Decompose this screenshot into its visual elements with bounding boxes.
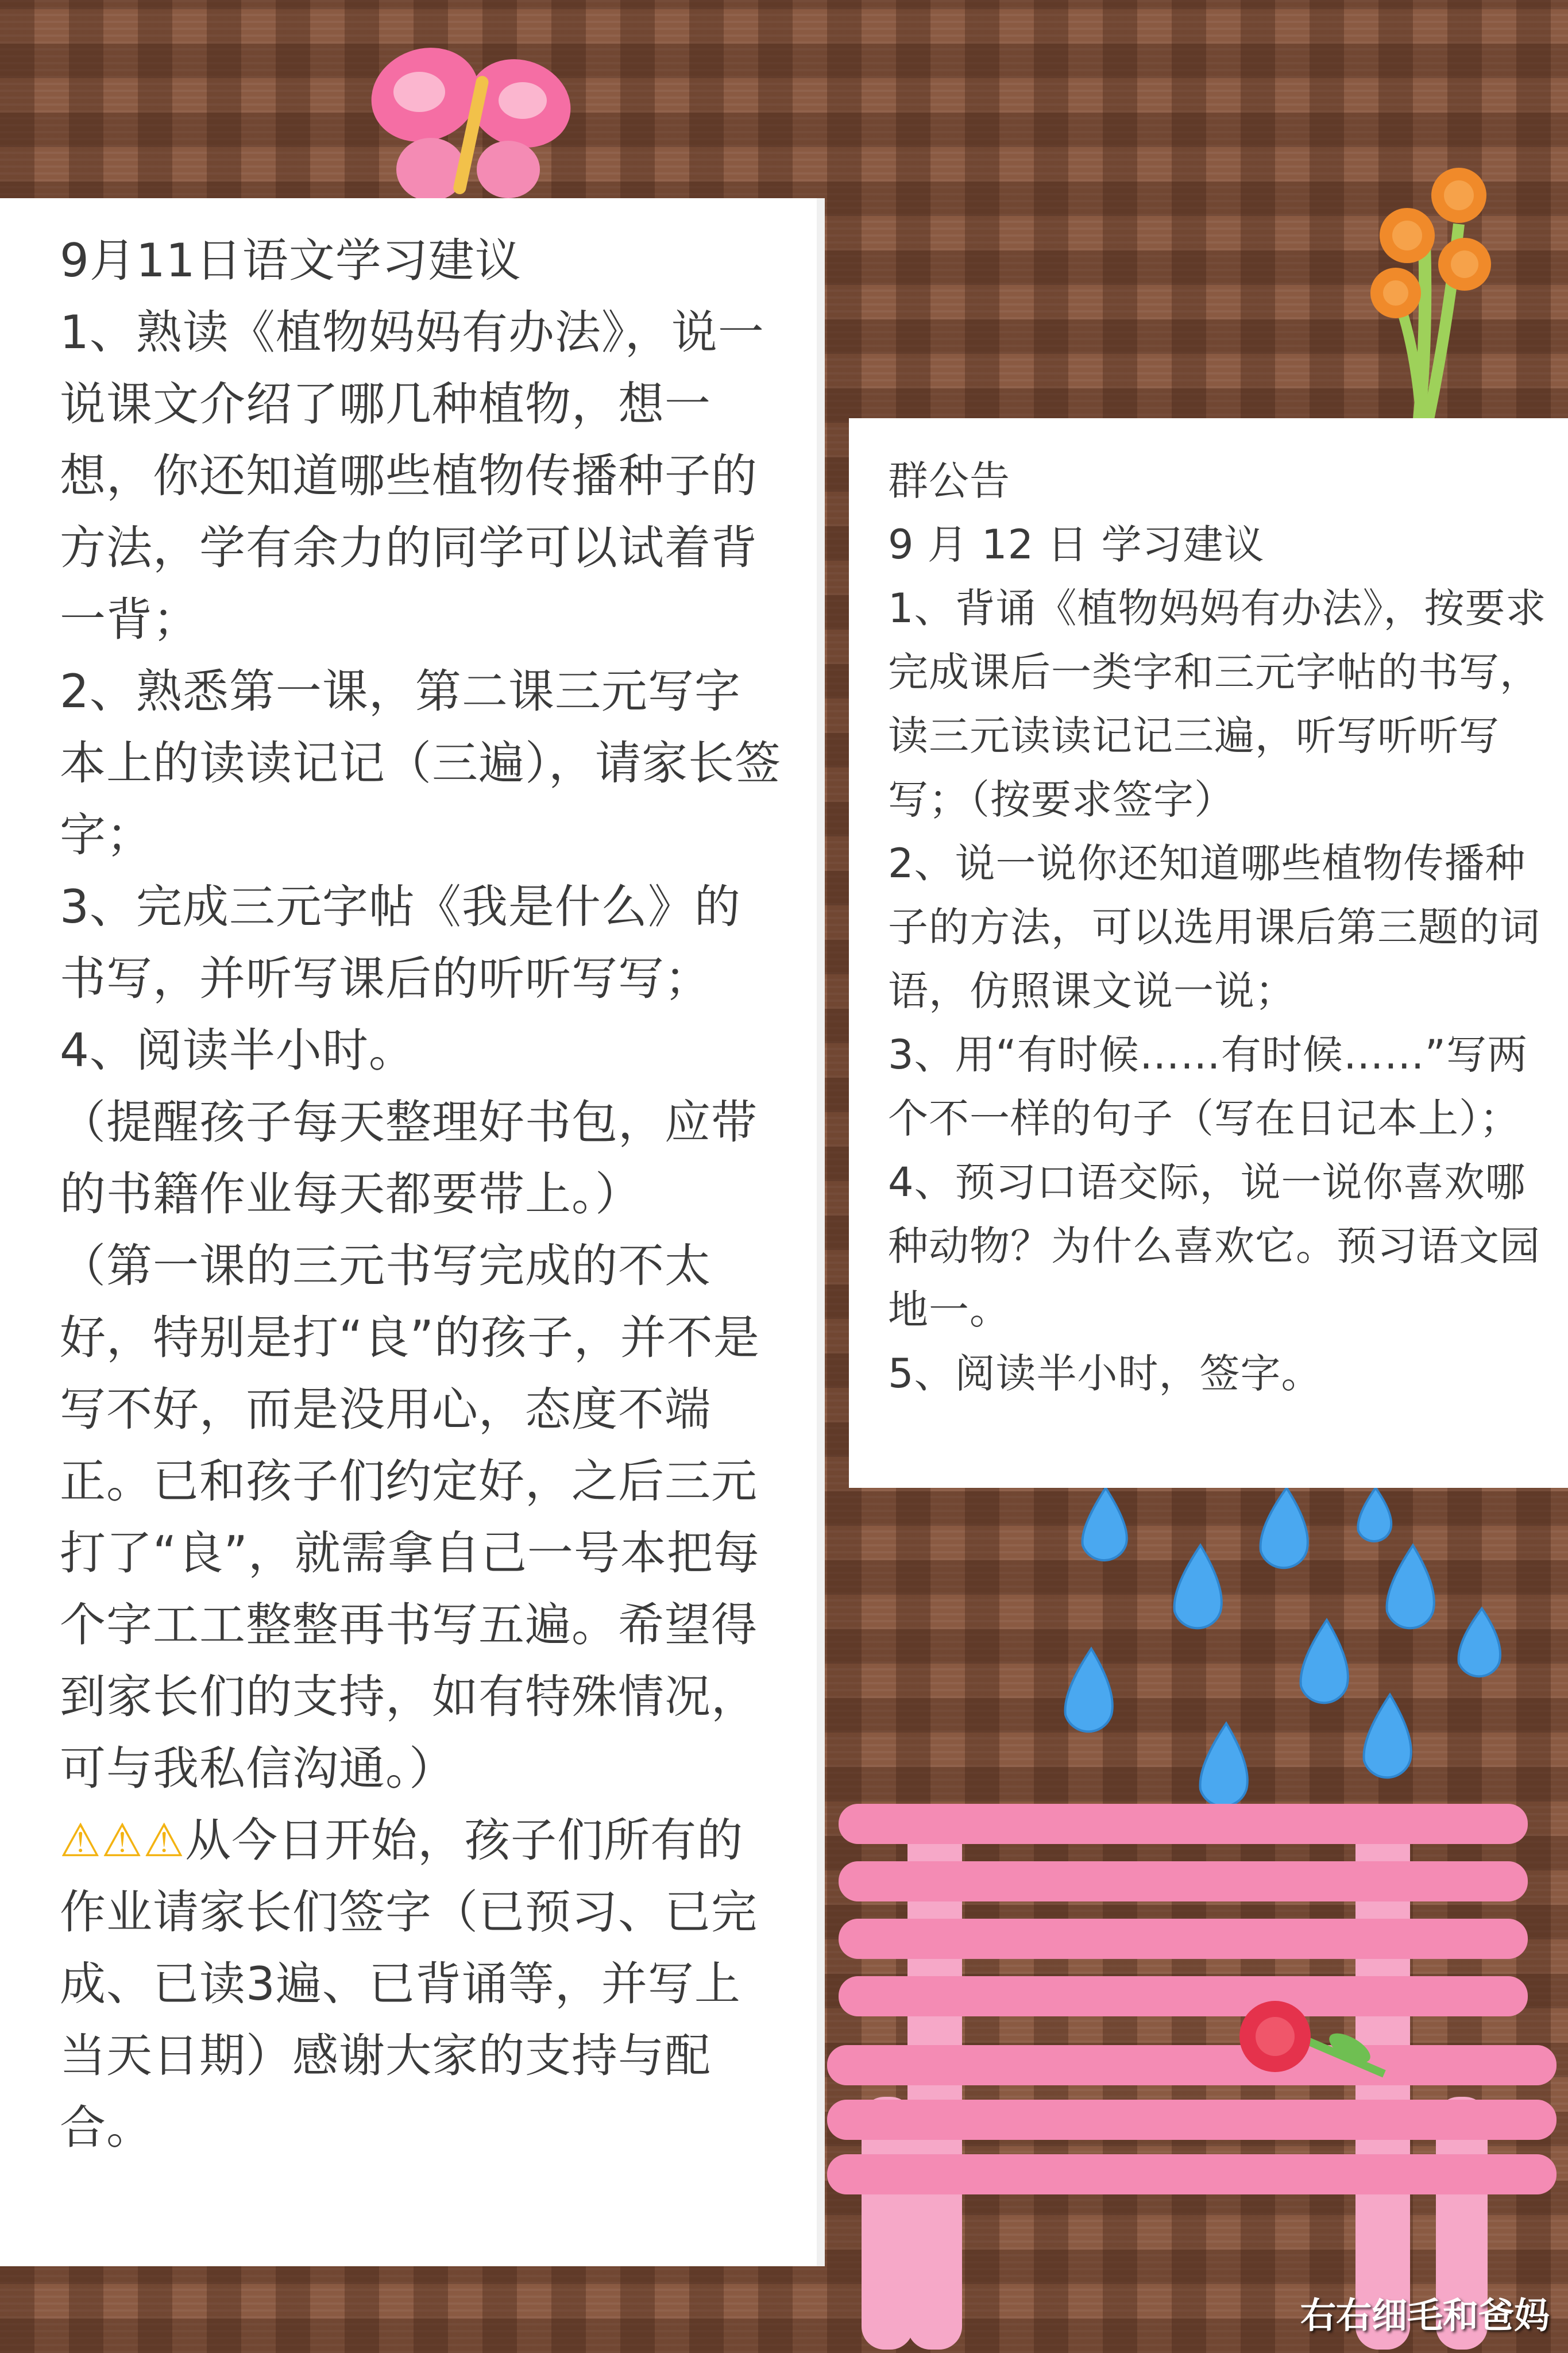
announcement-item-3: 3、用“有时候……有时候……”写两个不一样的句子（写在日记本上）； [888, 1031, 1528, 1142]
raindrop-icon [1045, 1488, 1562, 1810]
note-item-2: 2、熟悉第一课，第二课三元写字本上的读读记记（三遍），请家长签字； [60, 665, 781, 862]
watermark: 右右细毛和爸妈 [1300, 2294, 1550, 2336]
note-item-4: 4、阅读半小时。 [60, 1024, 415, 1077]
announcement-item-4: 4、预习口语交际，说一说你喜欢哪种动物？为什么喜欢它。预习语文园地一。 [888, 1159, 1540, 1333]
announcement-heading: 群公告 [888, 457, 1010, 504]
announcement-title: 9 月 12 日 学习建议 [888, 521, 1265, 568]
warning-paragraph [60, 1804, 787, 2163]
note-item-3: 3、完成三元字帖《我是什么》的书写，并听写课后的听听写写； [60, 880, 741, 1005]
reminder-note: （提醒孩子每天整理好书包，应带的书籍作业每天都要带上。） [60, 1096, 758, 1221]
group-announcement-card [849, 418, 1568, 1488]
pink-bench-illustration [827, 1798, 1568, 2353]
writing-note: （第一课的三元书写完成的不太好，特别是打“良”的孩子，并不是写不好，而是没用心，态度不端正。已和孩子们约定好，之后三元打了“良”，就需拿自己一号本把每个字工工整整再书写五遍。希望得到家长们的支持，如有特殊情况，可与我私信沟通。） [60, 1239, 760, 1795]
announcement-item-5: 5、阅读半小时，签字。 [888, 1350, 1322, 1397]
note-item-1: 1、熟读《植物妈妈有办法》，说一说课文介绍了哪几种植物，想一想，你还知道哪些植物传播种子的方法，学有余力的同学可以试着背一背； [60, 306, 764, 646]
warning-text: 从今日开始，孩子们所有的作业请家长们签字（已预习、已完成、已读3遍、已背诵等，并写上当天日期）感谢大家的支持与配合。 [60, 1814, 758, 2154]
announcement-item-2: 2、说一说你还知道哪些植物传播种子的方法，可以选用课后第三题的词语，仿照课文说一说； [888, 840, 1540, 1015]
note-title: 9月11日语文学习建议 [60, 234, 522, 287]
rose-icon [1235, 1999, 1390, 2080]
butterfly-icon [362, 40, 580, 207]
warning-icon: ⚠⚠⚠ [60, 1814, 186, 1867]
announcement-item-1: 1、背诵《植物妈妈有办法》，按要求完成课后一类字和三元字帖的书写，读三元读读记记三遍，听写听听写写；（按要求签字） [888, 585, 1547, 823]
left-note-card [0, 198, 825, 2266]
orange-tulip-icon [1361, 155, 1511, 425]
